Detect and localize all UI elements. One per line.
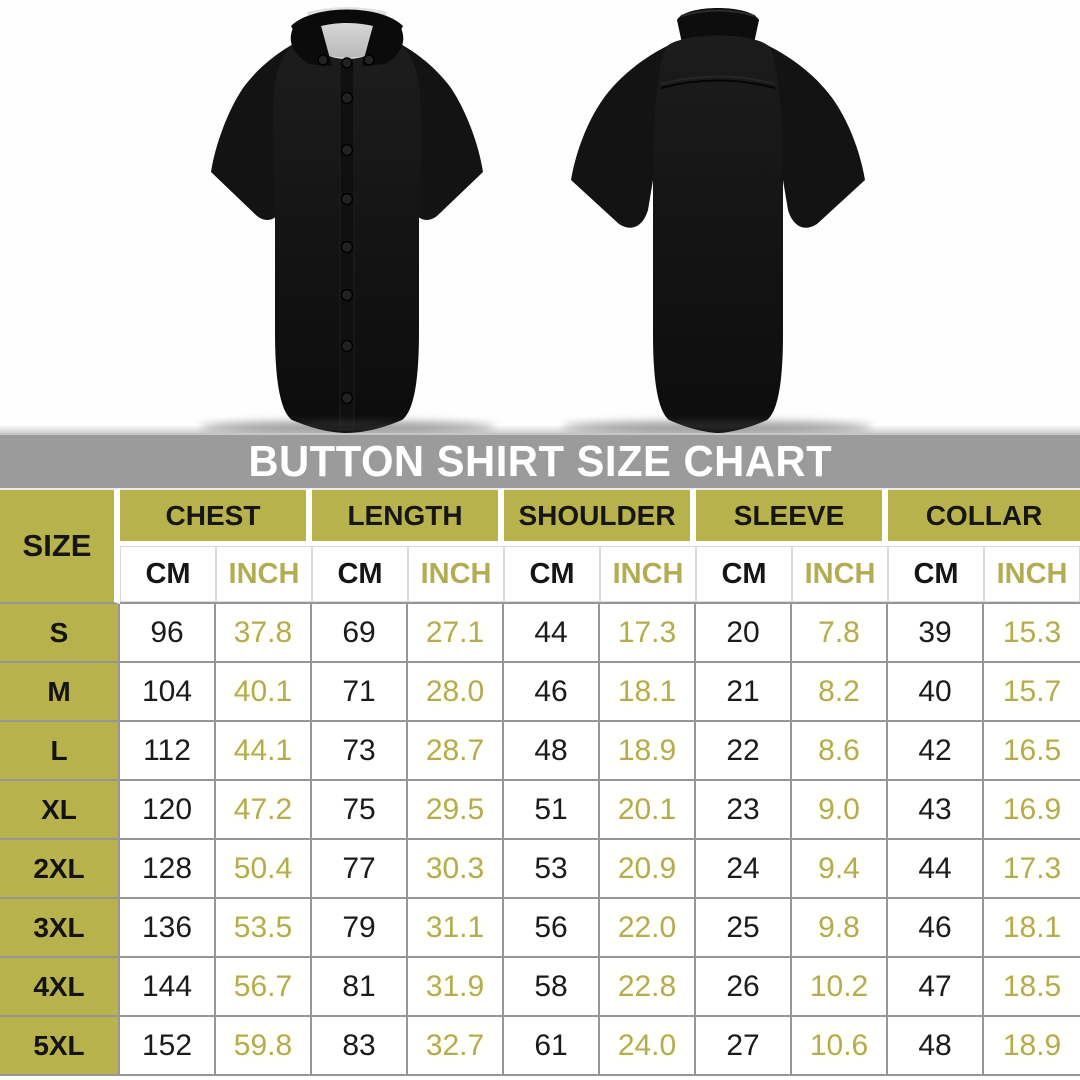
inch-value: 8.2 xyxy=(792,663,888,722)
size-table xyxy=(0,488,1080,1076)
inch-value: 30.3 xyxy=(408,840,504,899)
front-shirt-photo xyxy=(187,0,507,433)
unit-header-inch: INCH xyxy=(792,546,888,604)
cm-value: 47 xyxy=(888,958,984,1017)
cm-value: 73 xyxy=(312,722,408,781)
table-row xyxy=(0,1017,1080,1076)
cm-value: 136 xyxy=(120,899,216,958)
inch-value: 28.0 xyxy=(408,663,504,722)
cm-value: 53 xyxy=(504,840,600,899)
cm-value: 83 xyxy=(312,1017,408,1076)
product-photo-area xyxy=(0,0,1080,433)
table-row xyxy=(0,840,1080,899)
cm-value: 112 xyxy=(120,722,216,781)
cm-value: 58 xyxy=(504,958,600,1017)
inch-value: 56.7 xyxy=(216,958,312,1017)
inch-value: 18.1 xyxy=(984,899,1080,958)
inch-value: 9.0 xyxy=(792,781,888,840)
inch-value: 37.8 xyxy=(216,604,312,663)
size-label: S xyxy=(0,604,120,663)
size-label: 5XL xyxy=(0,1017,120,1076)
inch-value: 8.6 xyxy=(792,722,888,781)
unit-header-inch: INCH xyxy=(216,546,312,604)
cm-value: 46 xyxy=(504,663,600,722)
group-header-sleeve: SLEEVE xyxy=(696,488,888,546)
cm-value: 44 xyxy=(888,840,984,899)
inch-value: 50.4 xyxy=(216,840,312,899)
cm-value: 96 xyxy=(120,604,216,663)
cm-value: 44 xyxy=(504,604,600,663)
table-row xyxy=(0,781,1080,840)
size-label: 4XL xyxy=(0,958,120,1017)
size-label: 2XL xyxy=(0,840,120,899)
cm-value: 48 xyxy=(504,722,600,781)
cm-value: 26 xyxy=(696,958,792,1017)
inch-value: 16.9 xyxy=(984,781,1080,840)
cm-value: 46 xyxy=(888,899,984,958)
size-label: M xyxy=(0,663,120,722)
inch-value: 20.1 xyxy=(600,781,696,840)
inch-value: 22.0 xyxy=(600,899,696,958)
table-row xyxy=(0,663,1080,722)
inch-value: 10.2 xyxy=(792,958,888,1017)
cm-value: 79 xyxy=(312,899,408,958)
cm-value: 128 xyxy=(120,840,216,899)
cm-value: 25 xyxy=(696,899,792,958)
table-row xyxy=(0,899,1080,958)
inch-value: 40.1 xyxy=(216,663,312,722)
cm-value: 43 xyxy=(888,781,984,840)
size-table-body xyxy=(0,604,1080,1076)
size-column-header: SIZE xyxy=(0,488,120,604)
inch-value: 28.7 xyxy=(408,722,504,781)
inch-value: 15.7 xyxy=(984,663,1080,722)
inch-value: 29.5 xyxy=(408,781,504,840)
inch-value: 10.6 xyxy=(792,1017,888,1076)
inch-value: 27.1 xyxy=(408,604,504,663)
cm-value: 77 xyxy=(312,840,408,899)
inch-value: 31.1 xyxy=(408,899,504,958)
inch-value: 59.8 xyxy=(216,1017,312,1076)
cm-value: 48 xyxy=(888,1017,984,1076)
cm-value: 81 xyxy=(312,958,408,1017)
unit-header-row xyxy=(0,546,1080,604)
cm-value: 56 xyxy=(504,899,600,958)
unit-header-inch: INCH xyxy=(408,546,504,604)
inch-value: 22.8 xyxy=(600,958,696,1017)
cm-value: 24 xyxy=(696,840,792,899)
group-header-chest: CHEST xyxy=(120,488,312,546)
inch-value: 18.1 xyxy=(600,663,696,722)
inch-value: 9.4 xyxy=(792,840,888,899)
inch-value: 18.5 xyxy=(984,958,1080,1017)
cm-value: 71 xyxy=(312,663,408,722)
cm-value: 61 xyxy=(504,1017,600,1076)
size-label: 3XL xyxy=(0,899,120,958)
cm-value: 120 xyxy=(120,781,216,840)
chart-title: BUTTON SHIRT SIZE CHART xyxy=(248,436,832,486)
group-header-shoulder: SHOULDER xyxy=(504,488,696,546)
cm-value: 22 xyxy=(696,722,792,781)
floor-shadow-line xyxy=(0,425,1080,433)
cm-value: 104 xyxy=(120,663,216,722)
unit-header-inch: INCH xyxy=(600,546,696,604)
inch-value: 18.9 xyxy=(600,722,696,781)
size-label: XL xyxy=(0,781,120,840)
inch-value: 44.1 xyxy=(216,722,312,781)
inch-value: 20.9 xyxy=(600,840,696,899)
unit-header-cm: CM xyxy=(696,546,792,604)
inch-value: 17.3 xyxy=(600,604,696,663)
inch-value: 18.9 xyxy=(984,1017,1080,1076)
cm-value: 27 xyxy=(696,1017,792,1076)
inch-value: 15.3 xyxy=(984,604,1080,663)
cm-value: 152 xyxy=(120,1017,216,1076)
inch-value: 16.5 xyxy=(984,722,1080,781)
group-header-row xyxy=(0,488,1080,546)
unit-header-cm: CM xyxy=(120,546,216,604)
cm-value: 23 xyxy=(696,781,792,840)
cm-value: 51 xyxy=(504,781,600,840)
shirt-back-body xyxy=(653,36,783,434)
inch-value: 7.8 xyxy=(792,604,888,663)
group-header-collar: COLLAR xyxy=(888,488,1080,546)
inch-value: 9.8 xyxy=(792,899,888,958)
inch-value: 53.5 xyxy=(216,899,312,958)
unit-header-cm: CM xyxy=(504,546,600,604)
cm-value: 21 xyxy=(696,663,792,722)
unit-header-cm: CM xyxy=(312,546,408,604)
chart-title-bar xyxy=(0,433,1080,488)
cm-value: 20 xyxy=(696,604,792,663)
cm-value: 69 xyxy=(312,604,408,663)
size-label: L xyxy=(0,722,120,781)
cm-value: 39 xyxy=(888,604,984,663)
inch-value: 24.0 xyxy=(600,1017,696,1076)
inch-value: 31.9 xyxy=(408,958,504,1017)
inch-value: 17.3 xyxy=(984,840,1080,899)
cm-value: 42 xyxy=(888,722,984,781)
cm-value: 144 xyxy=(120,958,216,1017)
inch-value: 47.2 xyxy=(216,781,312,840)
table-row xyxy=(0,722,1080,781)
unit-header-cm: CM xyxy=(888,546,984,604)
table-row xyxy=(0,604,1080,663)
inch-value: 32.7 xyxy=(408,1017,504,1076)
cm-value: 75 xyxy=(312,781,408,840)
group-header-length: LENGTH xyxy=(312,488,504,546)
back-shirt-photo xyxy=(555,0,885,433)
table-row xyxy=(0,958,1080,1017)
unit-header-inch: INCH xyxy=(984,546,1080,604)
cm-value: 40 xyxy=(888,663,984,722)
